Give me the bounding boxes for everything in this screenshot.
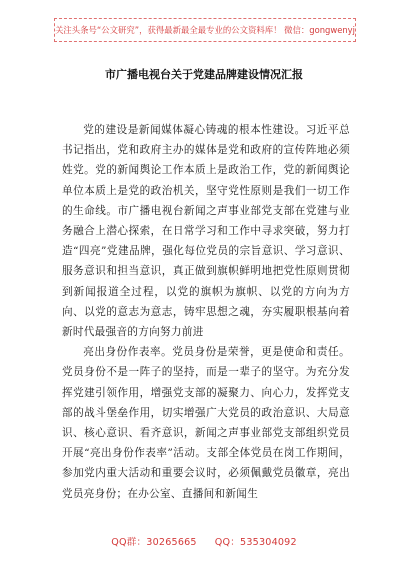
qq-group-number: QQ群：30265665 [111, 537, 197, 548]
qq-number: QQ：535304092 [214, 537, 297, 548]
document-title: 市广播电视台关于党建品牌建设情况汇报 [105, 68, 303, 81]
paragraph-2: 亮出身份作表率。党员身份是荣誉，更是使命和责任。党员身份不是一阵子的坚持，而是一辈子的坚守。为充分发挥党建引领作用，增强党支部的凝聚力、向心力，发挥党支部的战斗堡垒作用，切实增强广大党员的政治意识、大局意识、核心意识、看齐意识，新闻之声事业部党支部组织党员开展“亮出身份作表率”活动。支部全体党员在岗工作期间，参加党内重大活动和重要会议时，必须佩戴党员徽章，亮出党员亮身份；在办公室、直播间和新闻生 [62, 346, 350, 500]
promo-banner [54, 18, 356, 42]
footer-contact [0, 534, 408, 548]
promo-text: 关注头条号“公文研究”，获得最新最全最专业的公文资料库！ 微信：gongwenyj [55, 25, 355, 35]
document-body [62, 120, 350, 504]
paragraph-1: 党的建设是新闻媒体凝心铸魂的根本性建设。习近平总书记指出，党和政府主办的媒体是党和政府的宣传阵地必须姓党。党的新闻舆论工作本质上是政治工作，党的新闻舆论单位本质上是党的政治机关，坚守党性原则是我们一切工作的生命线。市广播电视台新闻之声事业部党支部在党建与业务融合上潜心探索，在日常学习和工作中寻求突破，努力打造“四亮”党建品牌，强化每位党员的宗旨意识、学习意识、服务意识和担当意识，真正做到旗帜鲜明地把党性原则贯彻到新闻报道全过程，以党的旗帜为旗帜、以党的方向为方向、以党的意志为意志，铸牢思想之魂，夯实履职根基向着新时代最强音的方向努力前进 [62, 124, 350, 339]
